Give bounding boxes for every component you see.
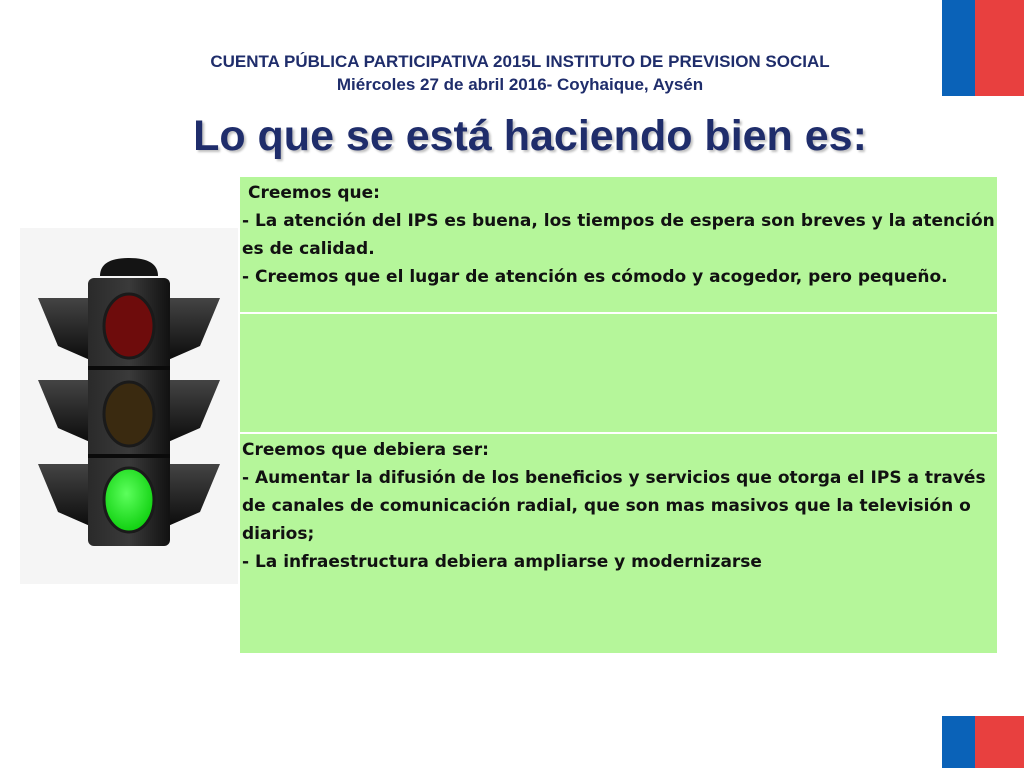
list-item: - La infraestructura debiera ampliarse y modernizarse	[242, 552, 762, 572]
list-item: - Aumentar la difusión de los beneficios y servicios que otorga el IPS a través de canales de comunicación radial, que son mas masivos que la televisión o diarios;	[242, 468, 986, 544]
table-row	[240, 434, 997, 653]
flag-decoration-top	[942, 0, 1024, 96]
traffic-light-image	[20, 228, 238, 584]
flag-blue-stripe	[942, 0, 975, 96]
cell-heading: Creemos que debiera ser:	[242, 440, 489, 460]
header-line-1: CUENTA PÚBLICA PARTICIPATIVA 2015L INSTITUTO DE PREVISION SOCIAL	[210, 52, 830, 71]
header-line-2: Miércoles 27 de abril 2016- Coyhaique, Aysén	[336, 75, 704, 94]
flag-red-stripe	[975, 0, 1024, 96]
list-item: - La atención del IPS es buena, los tiempos de espera son breves y la atención es de calidad.	[242, 211, 995, 259]
cell-heading: Creemos que:	[248, 183, 380, 203]
yellow-light	[104, 382, 154, 446]
flag-decoration-bottom	[942, 716, 1024, 768]
list-item: - Creemos que el lugar de atención es cómodo y acogedor, pero pequeño.	[242, 267, 948, 287]
slide-title: Lo que se está haciendo bien es:	[193, 112, 867, 160]
flag-blue-stripe	[942, 716, 975, 768]
findings-table	[240, 177, 997, 653]
flag-red-stripe	[975, 716, 1024, 768]
table-row	[240, 177, 997, 314]
red-light	[104, 294, 154, 358]
traffic-light-icon	[20, 228, 238, 584]
slide-header	[120, 50, 920, 96]
green-light	[104, 468, 154, 532]
table-row	[240, 314, 997, 434]
